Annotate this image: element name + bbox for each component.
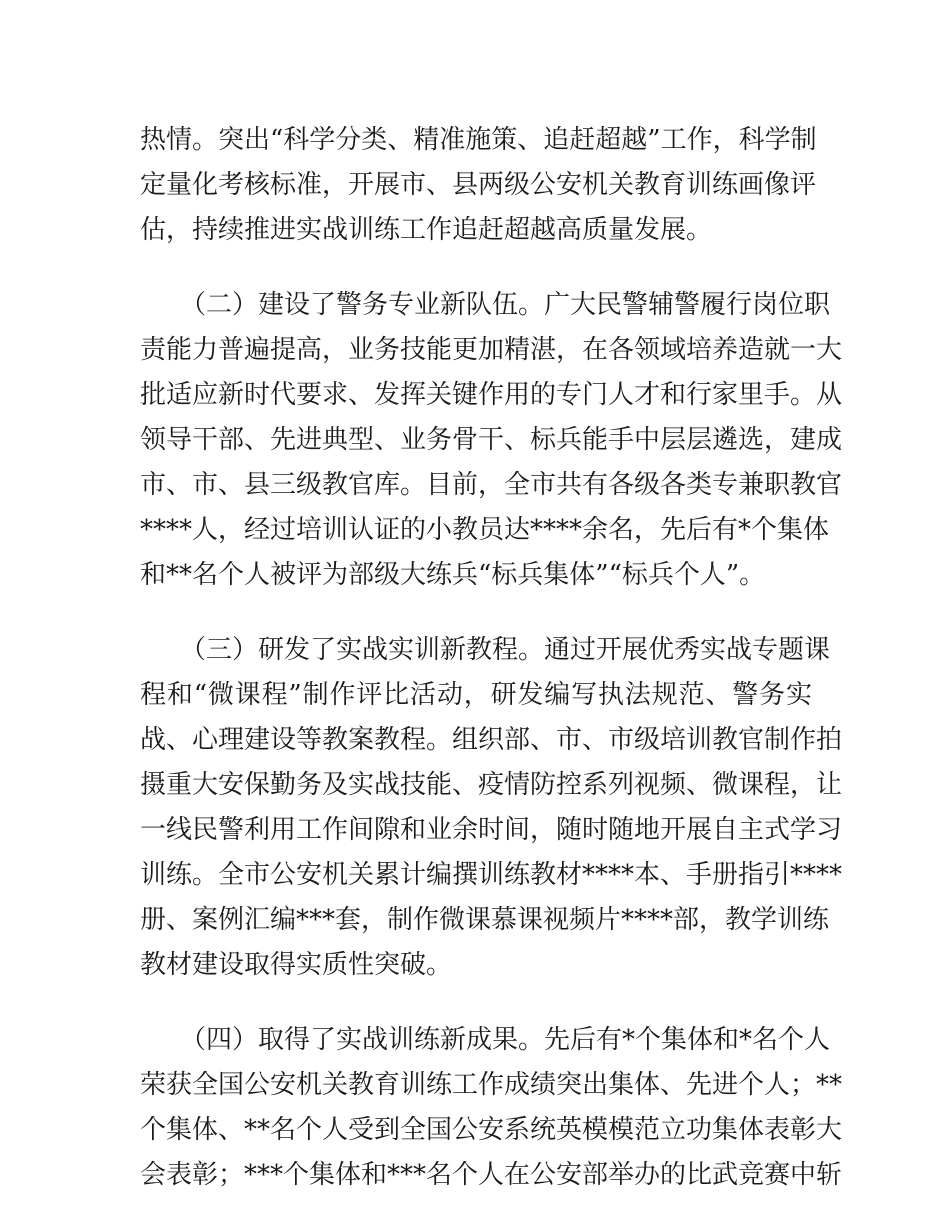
paragraph bbox=[140, 118, 817, 253]
text-line: 摄重大安保勤务及实战技能、疫情防控系列视频、微课程，让 bbox=[140, 770, 843, 800]
text-line: 和**名个人被评为部级大练兵“标兵集体”“标兵个人”。 bbox=[140, 560, 766, 590]
text-line: 批适应新时代要求、发挥关键作用的专门人才和行家里手。从 bbox=[140, 380, 843, 410]
paragraph-spacing bbox=[140, 253, 812, 283]
paragraph-spacing bbox=[140, 598, 812, 628]
text-line: 个集体、**名个人受到全国公安系统英模模范立功集体表彰大 bbox=[140, 1115, 843, 1145]
text-line: 热情。突出“科学分类、精准施策、追赶超越”工作，科学制 bbox=[140, 125, 817, 155]
text-line: 领导干部、先进典型、业务骨干、标兵能手中层层遴选，建成 bbox=[140, 425, 843, 455]
text-line: 册、案例汇编***套，制作微课慕课视频片****部，教学训练 bbox=[140, 905, 830, 935]
text-line: 估，持续推进实战训练工作追赶超越高质量发展。 bbox=[140, 215, 713, 245]
text-line: 会表彰；***个集体和***名个人在公安部举办的比武竞赛中斩 bbox=[140, 1160, 843, 1190]
text-line: 定量化考核标准，开展市、县两级公安机关教育训练画像评 bbox=[140, 170, 817, 200]
text-line: 教材建设取得实质性突破。 bbox=[140, 950, 453, 980]
paragraph-spacing bbox=[140, 988, 812, 1018]
text-line: 市、市、县三级教官库。目前，全市共有各级各类专兼职教官 bbox=[140, 470, 843, 500]
text-line: 责能力普遍提高，业务技能更加精湛，在各领域培养造就一大 bbox=[140, 335, 843, 365]
text-line: 训练。全市公安机关累计编撰训练教材****本、手册指引**** bbox=[140, 860, 843, 890]
text-line: 荣获全国公安机关教育训练工作成绩突出集体、先进个人；** bbox=[140, 1070, 843, 1100]
text-line: 战、心理建设等教案教程。组织部、市、市级培训教官制作拍 bbox=[140, 725, 843, 755]
paragraph bbox=[140, 283, 843, 598]
paragraph bbox=[140, 628, 843, 988]
text-line: （三）研发了实战实训新教程。通过开展优秀实战专题课 bbox=[180, 635, 831, 665]
text-line: 程和“微课程”制作评比活动，研发编写执法规范、警务实 bbox=[140, 680, 812, 710]
text-line: （四）取得了实战训练新成果。先后有*个集体和*名个人 bbox=[180, 1025, 831, 1055]
text-line: （二）建设了警务专业新队伍。广大民警辅警履行岗位职 bbox=[180, 290, 831, 320]
paragraph bbox=[140, 1018, 843, 1198]
text-line: ****人，经过培训认证的小教员达****余名，先后有*个集体 bbox=[140, 515, 830, 545]
document-body bbox=[140, 118, 843, 1198]
text-line: 一线民警利用工作间隙和业余时间，随时随地开展自主式学习 bbox=[140, 815, 843, 845]
